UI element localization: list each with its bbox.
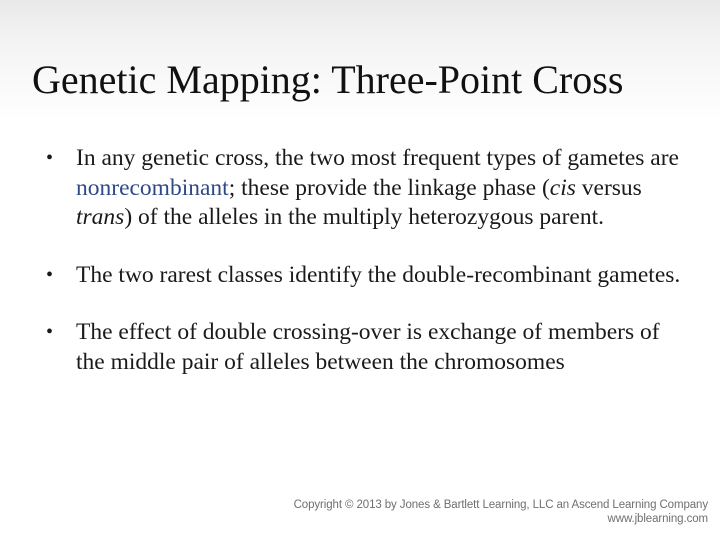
bullet-item-2 bbox=[46, 261, 686, 291]
bullet-text: ) of the alleles in the multiply heterozygous parent. bbox=[124, 204, 604, 230]
publisher-website: www.jblearning.com bbox=[607, 513, 708, 525]
bullet-marker: • bbox=[46, 263, 54, 286]
bullet-list bbox=[46, 144, 686, 377]
copyright-footer bbox=[294, 498, 708, 526]
bullet-text: The two rarest classes identify the double-recombinant gametes. bbox=[76, 261, 681, 288]
bullet-text: The effect of double crossing-over is exchange of members of the middle pair of alleles between the chromosomes bbox=[76, 319, 660, 375]
bullet-marker: • bbox=[46, 321, 54, 343]
bullet-text: versus bbox=[575, 174, 642, 201]
highlighted-term: nonrecombinant bbox=[76, 174, 229, 201]
italic-term-trans: trans bbox=[76, 204, 125, 230]
bullet-text: ; these provide the linkage phase ( bbox=[228, 174, 550, 201]
copyright-text: Copyright © 2013 by Jones & Bartlett Learning, LLC an Ascend Learning Company bbox=[293, 499, 708, 511]
bullet-item-1 bbox=[46, 144, 686, 233]
bullet-text: In any genetic cross, the two most frequent types of gametes are bbox=[76, 145, 679, 171]
bullet-item-3 bbox=[46, 318, 686, 377]
slide-title: Genetic Mapping: Three-Point Cross bbox=[32, 57, 624, 102]
italic-term-cis: cis bbox=[549, 174, 576, 201]
bullet-marker: • bbox=[46, 147, 54, 169]
